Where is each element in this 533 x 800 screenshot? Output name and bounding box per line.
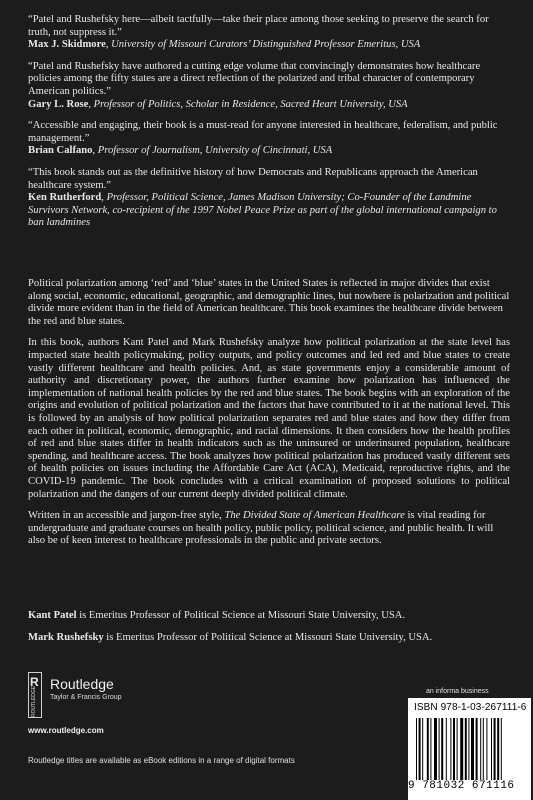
barcode-icon [414,718,526,780]
author-bio [28,632,510,645]
author-bio-text: is Emeritus Professor of Political Science at Missouri State University, USA. [103,631,433,643]
endorsement [28,61,508,111]
endorsement-quote: “This book stands out as the definitive history of how Democrats and Republicans approach the American healthcare system.” [28,166,478,191]
publisher-logo [28,672,138,716]
description-paragraph: In this book, authors Kant Patel and Mark Rushefsky analyze how political polarization at the state level has impacted state health policymaking, policy outputs, and policy outcomes and led red and blue states to create vastly different healthcare and health policies. And, as state governments enjoy a considerable amount of authority and discretionary power, the authors further examine how polarization has influenced the implementation of national health policies by the red and blue states. The book begins with an exploration of the origins and evolution of political polarization and the factors that have contributed to it at the national level. This is followed by an analysis of how political polarization separates red and blue states and how they differ from each other in political, economic, demographic, and racial dimensions. It then considers how the health profiles of red and blue states differ in health indicators such as the uninsured or underinsured population, healthcare spending, and healthcare access. The book analyzes how political polarization has produced vastly different sets of health policies on issues including the Affordable Care Act (ACA), Medicaid, reproductive rights, and the COVID-19 pandemic. The book concludes with a critical examination of proposed solutions to political polarization and the dangers of our current deeply divided political climate. [28,337,510,500]
book-description [28,278,510,557]
endorsements [28,14,508,239]
description-text: is vital reading for undergraduate and graduate courses on health policy, public policy, political science, and public health. It will also be of keen interest to healthcare professionals in the public and private sectors. [28,510,494,547]
author-bios [28,610,510,653]
barcode-panel [408,698,531,800]
endorser-name: Brian Calfano [28,145,93,157]
description-paragraph: Political polarization among ‘red’ and ‘blue’ states in the United States is reflected in major divides that exist along social, economic, educational, geographic, and demographic lines, but nowhere is polarization and political divide more evident than in the field of American healthcare. This book examines the healthcare divide between the red and blue states. [28,278,510,327]
endorsement [28,14,508,52]
description-paragraph [28,510,510,548]
author-bio [28,610,510,623]
publisher-website-link[interactable]: www.routledge.com [28,726,104,735]
publisher-group: Taylor & Francis Group [50,694,122,701]
endorser-name: Gary L. Rose [28,98,89,110]
endorser-title: Professor, Political Science, James Madison University; Co-Founder of the Landmine Survivors Network, co-recipient of the 1997 Nobel Peace Prize as part of the global international campaign to ban landmines [28,192,497,229]
logo-letter: R [30,675,39,689]
endorsement-attribution: Gary L. Rose, Professor of Politics, Scholar in Residence, Sacred Heart University, USA [28,98,408,110]
endorser-title: Professor of Politics, Scholar in Residence, Sacred Heart University, USA [93,98,408,110]
author-name: Mark Rushefsky [28,631,104,643]
author-name: Kant Patel [28,610,77,621]
endorser-name: Ken Rutherford [28,192,102,204]
author-bio-text: is Emeritus Professor of Political Science at Missouri State University, USA. [76,610,406,621]
endorser-title: Professor of Journalism, University of Cincinnati, USA [97,145,333,157]
endorsement-quote: “Patel and Rushefsky have authored a cutting edge volume that convincingly demonstrates how healthcare policies among the fifty states are a direct reflection of the polarized and tribal character of contemporary American politics.” [28,60,481,97]
endorsement-quote: “Patel and Rushefsky here—albeit tactfully—take their place among those seeking to preserve the search for truth, not suppress it.” [28,14,489,38]
endorsement [28,120,508,158]
endorsement [28,167,508,230]
ebook-note: Routledge titles are available as eBook editions in a range of digital formats [28,756,295,765]
barcode-digits: 9 781032 671116 [408,780,515,792]
isbn-label: ISBN 978-1-03-267111-6 [414,702,527,713]
logo-vertical-text: ROUTLEDGE [31,685,37,717]
endorser-title: University of Missouri Curators’ Distinguished Professor Emeritus, USA [111,39,421,51]
endorsement-quote: “Accessible and engaging, their book is a must-read for anyone interested in healthcare, federalism, and public management.” [28,120,498,144]
description-text: Written in an accessible and jargon-free style, [28,510,225,522]
endorsement-attribution: Brian Calfano, Professor of Journalism, University of Cincinnati, USA [28,145,333,157]
routledge-mark-icon [28,672,42,718]
publisher-name: Routledge [50,676,114,692]
informa-tagline: an informa business [426,688,489,695]
endorser-name: Max J. Skidmore [28,39,106,51]
book-title: The Divided State of American Healthcare [224,510,405,522]
cover-footer [0,660,533,800]
endorsement-attribution: Ken Rutherford, Professor, Political Science, James Madison University; Co-Founder of the Landmine Survivors Network, co-recipient of the 1997 Nobel Peace Prize as part of the global international campaign to ban landmines [28,192,497,229]
endorsement-attribution: Max J. Skidmore, University of Missouri Curators’ Distinguished Professor Emeritus, USA [28,39,421,51]
